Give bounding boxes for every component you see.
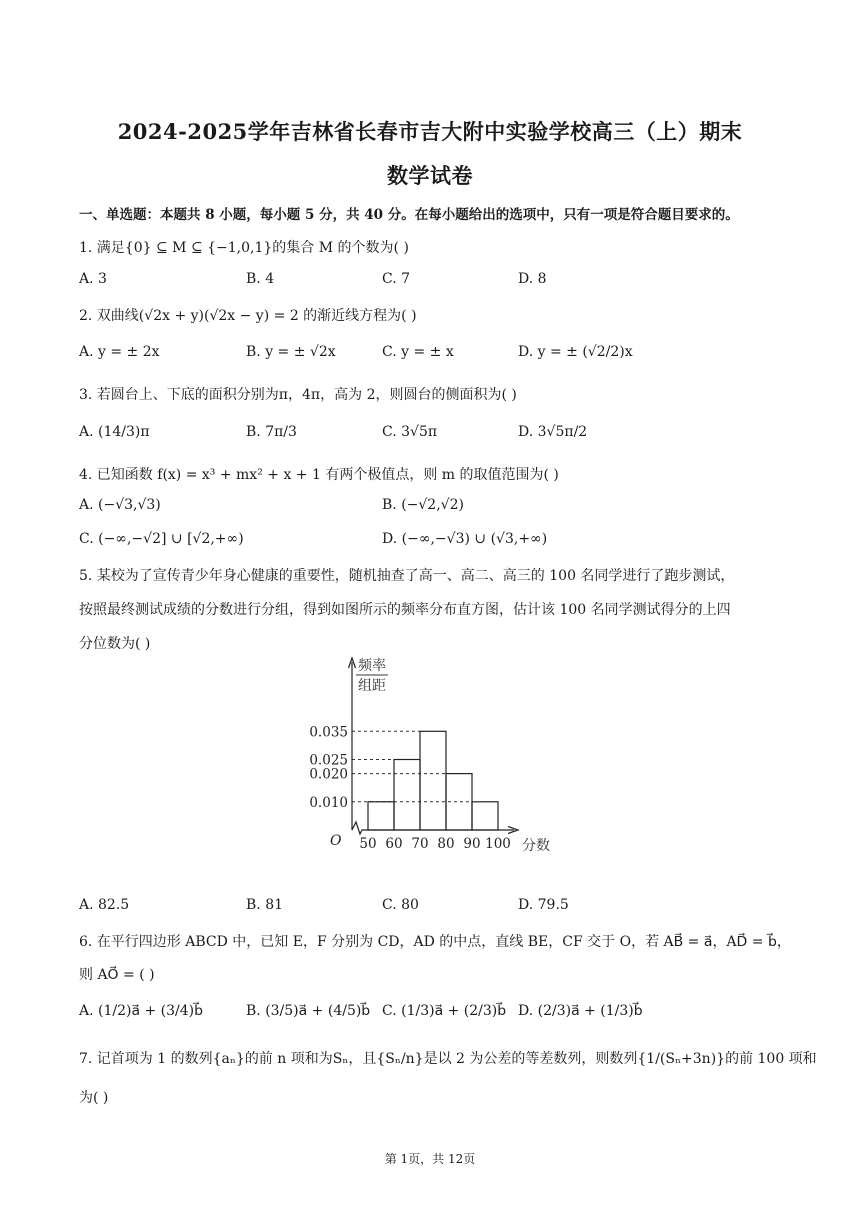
q6-option-a: A. (1/2)a⃗ + (3/4)b⃗ <box>79 1003 204 1019</box>
histogram-bar <box>394 760 420 831</box>
question-1-stem: 1. 满足{0} ⊆ M ⊆ {−1,0,1}的集合 M 的个数为( ) <box>79 240 409 256</box>
x-axis <box>352 822 514 834</box>
question-5-stem-line1: 5. 某校为了宣传青少年身心健康的重要性，随机抽查了高一、高二、高三的 100 名同学进行了跑步测试， <box>79 568 735 584</box>
question-6-stem-line2: 则 AO⃗ = ( ) <box>79 967 155 983</box>
q1-option-d: D. 8 <box>518 271 547 287</box>
x-tick-label: 70 <box>411 836 429 852</box>
q3-option-c: C. 3√5π <box>382 424 438 440</box>
y-tick-label: 0.010 <box>309 794 348 811</box>
q2-option-a: A. y = ± 2x <box>79 344 160 360</box>
question-3-stem: 3. 若圆台上、下底的面积分别为π，4π，高为 2，则圆台的侧面积为( ) <box>79 387 517 403</box>
q5-option-b: B. 81 <box>246 897 284 913</box>
x-tick-label: 80 <box>437 836 455 852</box>
q2-option-d: D. y = ± (√2/2)x <box>518 344 633 360</box>
question-7-stem-line1: 7. 记首项为 1 的数列{aₙ}的前 n 项和为Sₙ，且{Sₙ/n}是以 2 为公差的等差数列，则数列{1/(Sₙ+3n)}的前 100 项和 <box>79 1051 817 1067</box>
q1-option-c: C. 7 <box>382 271 411 287</box>
x-tick-label: 50 <box>359 836 377 852</box>
x-tick-label: 90 <box>463 836 481 852</box>
question-7-stem-line2: 为( ) <box>79 1090 109 1106</box>
q5-option-c: C. 80 <box>382 897 419 913</box>
x-tick-label: 60 <box>385 836 403 852</box>
y-tick-label: 0.020 <box>309 766 348 783</box>
y-axis-label-numerator: 频率 <box>358 658 386 674</box>
y-tick-label: 0.035 <box>309 724 348 741</box>
q3-option-b: B. 7π/3 <box>246 424 297 440</box>
histogram-bar <box>472 802 498 830</box>
y-axis-label-denominator: 组距 <box>358 678 386 694</box>
question-6-stem-line1: 6. 在平行四边形 ABCD 中，已知 E，F 分别为 CD，AD 的中点，直线 BE，CF 交于 O，若 AB⃗ = a⃗，AD⃗ = b⃗， <box>79 934 791 950</box>
q3-option-a: A. (14/3)π <box>79 424 150 440</box>
q5-option-d: D. 79.5 <box>518 897 569 913</box>
exam-title: 2024-2025学年吉林省长春市吉大附中实验学校高三（上）期末 <box>117 119 743 144</box>
q4-option-a: A. (−√3,√3) <box>79 497 161 513</box>
q6-option-b: B. (3/5)a⃗ + (4/5)b⃗ <box>246 1003 371 1019</box>
q4-option-b: B. (−√2,√2) <box>382 497 464 513</box>
q3-option-d: D. 3√5π/2 <box>518 424 588 440</box>
frequency-histogram <box>290 648 570 868</box>
q1-option-b: B. 4 <box>246 271 275 287</box>
q4-option-d: D. (−∞,−√3) ∪ (√3,+∞) <box>382 531 548 547</box>
question-4-stem: 4. 已知函数 f(x) = x³ + mx² + x + 1 有两个极值点，则 m 的取值范围为( ) <box>79 467 559 483</box>
histogram-bar <box>420 731 446 830</box>
page-footer: 第 1页，共 12页 <box>384 1152 476 1166</box>
question-2-stem: 2. 双曲线(√2x + y)(√2x − y) = 2 的渐近线方程为( ) <box>79 308 417 324</box>
q6-option-c: C. (1/3)a⃗ + (2/3)b⃗ <box>382 1003 507 1019</box>
question-5-stem-line3: 分位数为( ) <box>79 636 151 652</box>
histogram-bar <box>368 802 394 830</box>
question-5-stem-line2: 按照最终测试成绩的分数进行分组，得到如图所示的频率分布直方图，估计该 100 名同学测试得分的上四 <box>79 602 731 618</box>
section-heading: 一、单选题：本题共 8 小题，每小题 5 分，共 40 分。在每小题给出的选项中，只有一项是符合题目要求的。 <box>79 207 739 223</box>
q2-option-b: B. y = ± √2x <box>246 344 336 360</box>
q5-option-a: A. 82.5 <box>79 897 130 913</box>
exam-subtitle: 数学试卷 <box>387 163 473 188</box>
q1-option-a: A. 3 <box>79 271 107 287</box>
y-tick-label: 0.025 <box>309 752 348 769</box>
x-axis-label: 分数 <box>522 838 550 854</box>
q2-option-c: C. y = ± x <box>382 344 454 360</box>
q6-option-d: D. (2/3)a⃗ + (1/3)b⃗ <box>518 1003 643 1019</box>
q4-option-c: C. (−∞,−√2] ∪ [√2,+∞) <box>79 531 244 547</box>
x-tick-label: 100 <box>485 836 511 852</box>
origin-label: O <box>330 833 342 849</box>
